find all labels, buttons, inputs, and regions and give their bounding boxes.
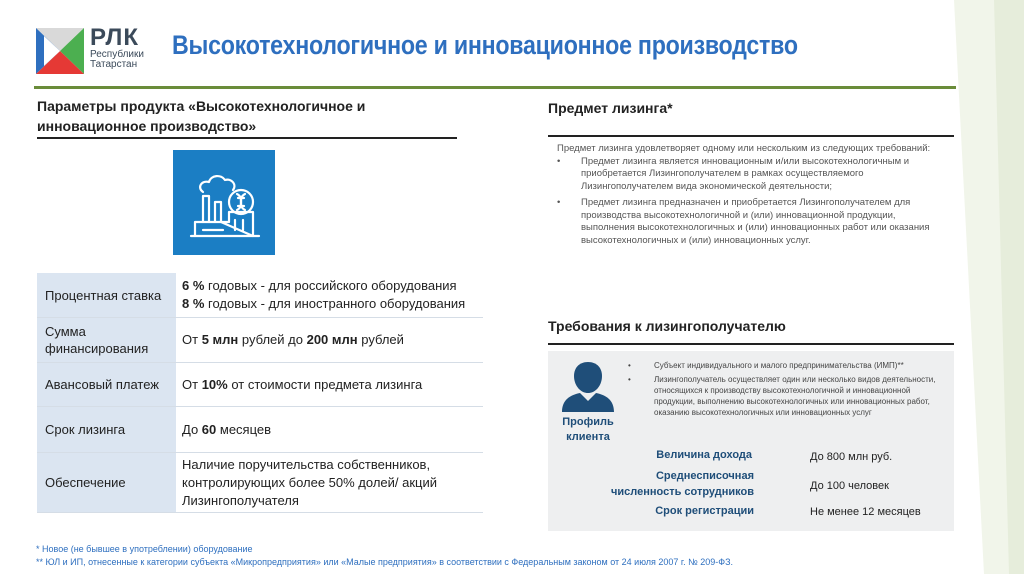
subject-heading: Предмет лизинга* bbox=[548, 100, 673, 116]
rate-line-2: 8 % годовых - для иностранного оборудования bbox=[182, 296, 466, 311]
factory-dna-icon bbox=[173, 150, 275, 255]
param-value-advance: От 10% от стоимости предмета лизинга bbox=[182, 376, 423, 392]
subject-item: • Предмет лизинга предназначен и приобретается Лизингополучателем для производства высокотехнологичной и (или) инновационной продукции, выполнения высокотехнологичных и (или) инновационных работ или оказания высокотехнологичных и (или) инновационных услуг. bbox=[557, 197, 947, 247]
requirement-item: • Субъект индивидуального и малого предпринимательства (ИМП)** bbox=[628, 360, 944, 371]
decorative-side-shapes bbox=[954, 0, 1024, 574]
metric-value-income: До 800 млн руб. bbox=[810, 451, 893, 463]
param-value-term: До 60 месяцев bbox=[182, 421, 272, 437]
requirement-item: • Лизингополучатель осуществляет один или несколько видов деятельности, относящихся к производству высокотехнологичной и инновационной продукции, выполнению высокотехнологичных или инновационных работ, оказанию высокотехнологичных или инновационных услуг bbox=[628, 374, 944, 418]
requirements-list bbox=[628, 360, 944, 421]
requirements-underline bbox=[548, 343, 954, 345]
param-label-advance: Авансовый платеж bbox=[37, 363, 178, 406]
subject-underline bbox=[548, 135, 954, 137]
param-row-security bbox=[37, 453, 483, 513]
param-row-amount bbox=[37, 318, 483, 363]
metric-label-registration: Срок регистрации bbox=[655, 505, 754, 517]
param-row-term bbox=[37, 407, 483, 453]
profile-label: Профиль клиента bbox=[562, 416, 614, 443]
params-table bbox=[37, 273, 483, 513]
param-value-security: Наличие поручительства собственников, контролирующих более 50% долей/ акций Лизингополучателя bbox=[182, 456, 438, 508]
client-profile-icon bbox=[560, 360, 616, 412]
heading-line-2: инновационное производство» bbox=[37, 118, 257, 134]
footnotes bbox=[36, 543, 733, 569]
param-value-rate bbox=[178, 273, 483, 317]
subject-list bbox=[557, 156, 947, 248]
rlk-logo-icon bbox=[36, 28, 84, 74]
logo-text bbox=[90, 26, 144, 70]
requirements-heading: Требования к лизингополучателю bbox=[548, 318, 786, 334]
heading-underline bbox=[37, 137, 457, 139]
metric-value-employees: До 100 человек bbox=[810, 480, 889, 492]
logo-sub-1: Республики bbox=[90, 49, 144, 60]
footnote-1: * Новое (не бывшее в употреблении) оборудование bbox=[36, 544, 253, 554]
param-label-amount: Сумма финансирования bbox=[37, 318, 178, 362]
page-title: Высокотехнологичное и инновационное производство bbox=[172, 30, 798, 60]
param-label-security: Обеспечение bbox=[37, 453, 178, 512]
metric-label-employees: Среднесписочная численность сотрудников bbox=[610, 470, 754, 498]
rate-line-1: 6 % годовых - для российского оборудования bbox=[182, 278, 457, 293]
metric-value-registration: Не менее 12 месяцев bbox=[810, 506, 921, 518]
footnote-2: ** ЮЛ и ИП, отнесенные к категории субъекта «Микропредприятия» или «Малые предприятия» в соответствии с Федеральным законом от 24 июля 2007 г. № 209-ФЗ. bbox=[36, 557, 734, 567]
param-value-amount: От 5 млн рублей до 200 млн рублей bbox=[182, 332, 404, 347]
logo-sub-2: Татарстан bbox=[90, 59, 138, 70]
param-label-rate: Процентная ставка bbox=[37, 273, 178, 317]
metric-label-income: Величина дохода bbox=[656, 449, 752, 461]
param-row-advance bbox=[37, 363, 483, 407]
logo-main: РЛК bbox=[90, 24, 139, 51]
subject-description bbox=[557, 143, 947, 251]
param-row-rate bbox=[37, 273, 483, 318]
param-label-term: Срок лизинга bbox=[37, 407, 178, 452]
subject-item: • Предмет лизинга является инновационным и/или высокотехнологичным и приобретается Лизингополучателем в рамках осуществляемого Лизингополучателем вида экономической деятельности; bbox=[557, 156, 947, 194]
subject-intro: Предмет лизинга удовлетворяет одному или нескольким из следующих требований: bbox=[557, 143, 931, 154]
header-divider bbox=[34, 86, 956, 89]
heading-line-1: Параметры продукта «Высокотехнологичное и bbox=[37, 98, 366, 114]
product-params-heading bbox=[37, 96, 457, 136]
